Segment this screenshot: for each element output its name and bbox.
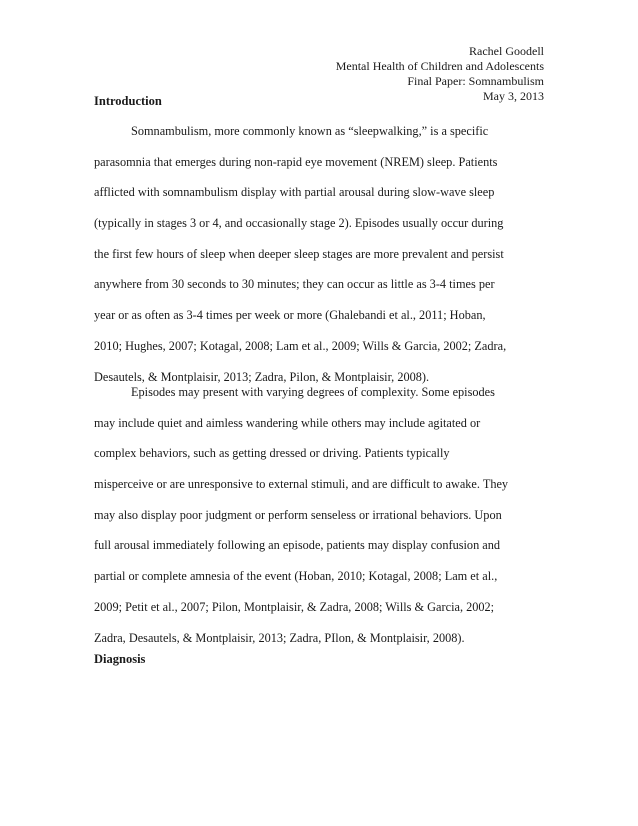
assignment-title: Final Paper: Somnambulism — [407, 74, 544, 88]
text-line: partial or complete amnesia of the event (Hoban, 2010; Kotagal, 2008; Lam et al., — [94, 569, 498, 584]
text-line: Desautels, & Montplaisir, 2013; Zadra, Pilon, & Montplaisir, 2008). — [94, 369, 430, 384]
text-line: Episodes may present with varying degrees of complexity. Some episodes — [131, 385, 495, 399]
text-line: Somnambulism, more commonly known as “sleepwalking,” is a specific — [131, 124, 489, 138]
section-heading-diagnosis: Diagnosis — [94, 652, 146, 666]
section-heading-introduction: Introduction — [94, 94, 162, 108]
text-line: 2010; Hughes, 2007; Kotagal, 2008; Lam et al., 2009; Wills & Garcia, 2002; Zadra, — [94, 338, 507, 353]
text-line: complex behaviors, such as getting dressed or driving. Patients typically — [94, 446, 450, 461]
text-line: may also display poor judgment or perform senseless or irrational behaviors. Upon — [94, 507, 502, 522]
text-line: 2009; Petit et al., 2007; Pilon, Montplaisir, & Zadra, 2008; Wills & Garcia, 2002; — [94, 599, 495, 614]
paragraph-1 — [94, 116, 546, 392]
text-line: Zadra, Desautels, & Montplaisir, 2013; Zadra, PIlon, & Montplaisir, 2008). — [94, 630, 465, 645]
text-line: misperceive or are unresponsive to external stimuli, and are difficult to awake. They — [94, 477, 509, 492]
text-line: afflicted with somnambulism display with partial arousal during slow-wave sleep — [94, 185, 495, 200]
text-line: anywhere from 30 seconds to 30 minutes; they can occur as little as 3-4 times per — [94, 277, 495, 292]
author-name: Rachel Goodell — [469, 44, 544, 58]
text-line: the first few hours of sleep when deeper sleep stages are more prevalent and persist — [94, 246, 504, 261]
paragraph-2 — [94, 377, 546, 653]
course-title: Mental Health of Children and Adolescents — [335, 59, 544, 73]
text-line: year or as often as 3-4 times per week or more (Ghalebandi et al., 2011; Hoban, — [94, 308, 486, 323]
text-line: parasomnia that emerges during non-rapid eye movement (NREM) sleep. Patients — [94, 154, 498, 169]
paper-date: May 3, 2013 — [483, 89, 544, 103]
paper-header — [336, 44, 544, 104]
text-line: (typically in stages 3 or 4, and occasionally stage 2). Episodes usually occur during — [94, 216, 504, 231]
text-line: may include quiet and aimless wandering while others may include agitated or — [94, 415, 481, 430]
text-line: full arousal immediately following an episode, patients may display confusion and — [94, 538, 501, 553]
